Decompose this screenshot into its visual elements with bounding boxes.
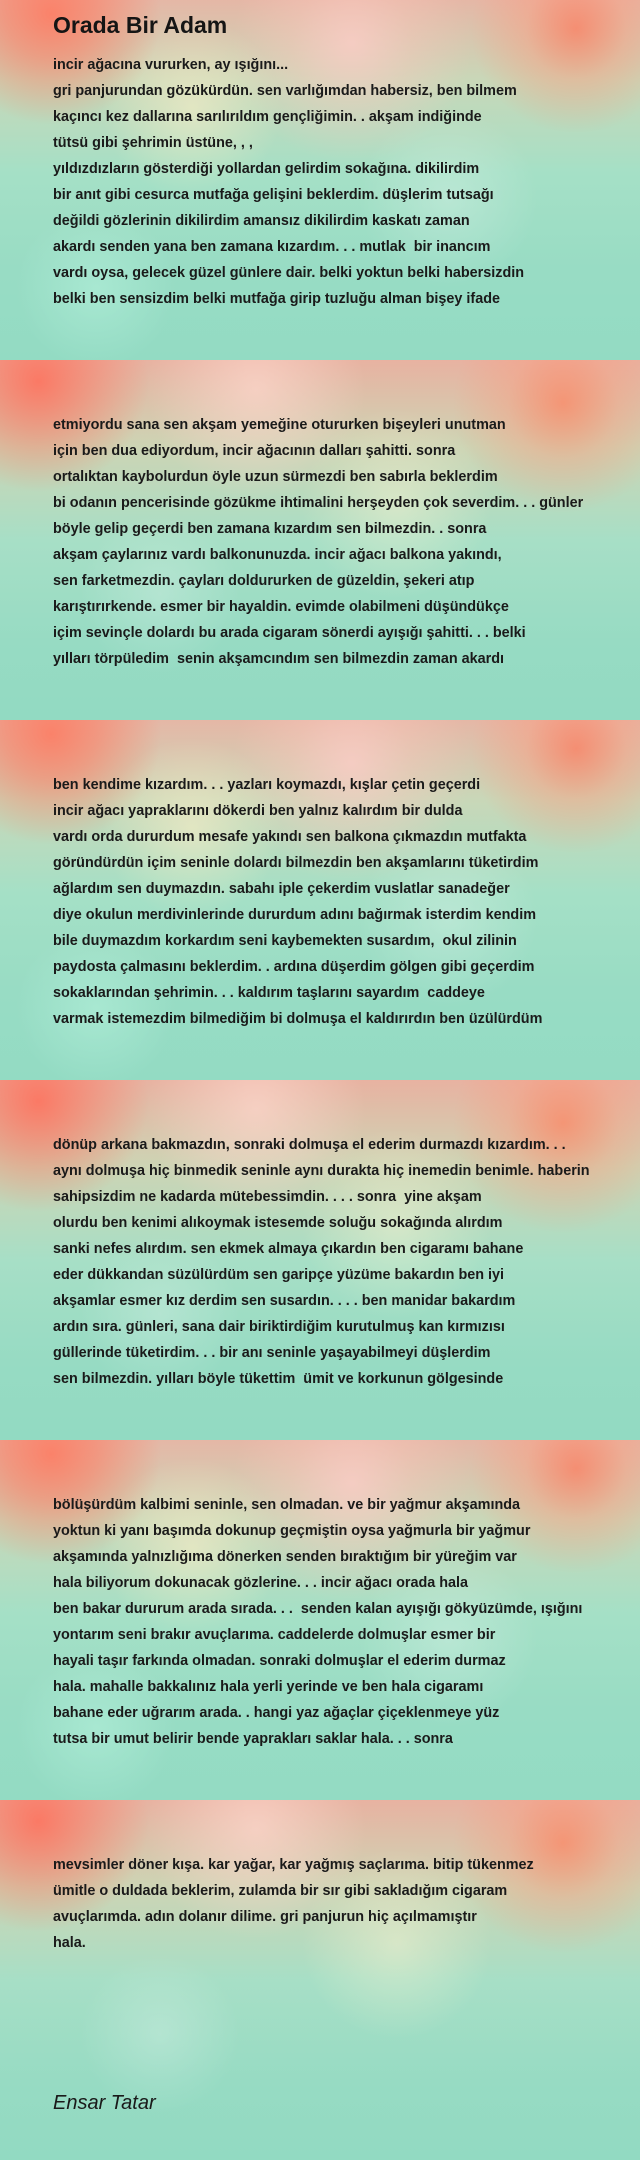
poem-line: dönüp arkana bakmazdın, sonraki dolmuşa el ederim durmazdı kızardım. . . [53,1137,566,1153]
poem-line: sokaklarından şehrimin. . . kaldırım taşlarını sayardım caddeye [53,985,485,1001]
poem-line: avuçlarımda. adın dolanır dilime. gri panjurun hiç açılmamıştır [53,1909,477,1925]
poem-line: paydosta çalmasını beklerdim. . ardına düşerdim gölgen gibi geçerdim [53,959,535,975]
author-signature: Ensar Tatar [53,2092,156,2114]
poem-line: bile duymazdım korkardım seni kaybemekten susardım, okul zilinin [53,933,517,949]
poem-line: hala. mahalle bakkalınız hala yerli yerinde ve ben hala cigaramı [53,1679,484,1695]
poem-title: Orada Bir Adam [53,12,228,38]
poem-line: tutsa bir umut belirir bende yaprakları saklar hala. . . sonra [53,1731,453,1747]
poem-line: sahipsizdim ne kadarda mütebessimdin. . . . sonra yine akşam [53,1189,482,1205]
poem-line: yılları törpüledim senin akşamcındım sen bilmezdin zaman akardı [53,651,505,667]
poem-line: incir ağacı yapraklarını dökerdi ben yalnız kalırdım bir dulda [53,803,463,819]
poem-line: sanki nefes alırdım. sen ekmek almaya çıkardın ben cigaramı bahane [53,1241,524,1257]
poem-line: incir ağacına vururken, ay ışığını... [53,57,289,73]
poem-line: hala. [53,1935,86,1951]
stanza-1 [53,52,524,312]
poem-line: akşam çaylarınız vardı balkonunuzda. incir ağacı balkona yakındı, [53,547,502,563]
stanza-3 [53,772,542,1032]
poem-line: tütsü gibi şehrimin üstüne, , , [53,135,253,151]
poem-panel-5 [0,1440,640,1800]
poem-panel-2 [0,360,640,720]
stanza-4 [53,1132,590,1392]
poem-line: belki ben sensizdim belki mutfağa girip tuzluğu alman bişey ifade [53,291,501,307]
poem-panel-6 [0,1800,640,2160]
poem-line: gri panjurundan gözükürdün. sen varlığımdan habersiz, ben bilmem [53,83,517,99]
poem-line: mevsimler döner kışa. kar yağar, kar yağmış saçlarıma. bitip tükenmez [53,1857,534,1873]
poem-line: olurdu ben kenimi alıkoymak istesemde soluğu sokağında alırdım [53,1215,503,1231]
poem-line: değildi gözlerinin dikilirdim amansız dikilirdim kaskatı zaman [53,213,470,229]
poem-line: böyle gelip geçerdi ben zamana kızardım sen bilmezdin. . sonra [53,521,487,537]
poem-line: karıştırırkende. esmer bir hayaldin. evimde olabilmeni düşündükçe [53,599,509,615]
poem-panel-3 [0,720,640,1080]
poem-line: akşamlar esmer kız derdim sen susardın. . . . ben manidar bakardım [53,1293,516,1309]
poem-line: hala biliyorum dokunacak gözlerine. . . incir ağacı orada hala [53,1575,469,1591]
poem-line: akardı senden yana ben zamana kızardım. . . mutlak bir inancım [53,239,491,255]
poem-line: ben kendime kızardım. . . yazları koymazdı, kışlar çetin geçerdi [53,777,481,793]
poem-line: diye okulun merdivinlerinde dururdum adını bağırmak isterdim kendim [53,907,536,923]
stanza-5 [53,1492,582,1752]
poem-panel-4 [0,1080,640,1440]
poem-line: bir anıt gibi cesurca mutfağa gelişini beklerdim. düşlerim tutsağı [53,187,494,203]
poem-line: ortalıktan kaybolurdun öyle uzun sürmezdi ben sabırla beklerdim [53,469,498,485]
poem-line: yıldızdızların gösterdiği yollardan gelirdim sokağına. dikilirdim [53,161,480,177]
poem-line: içim sevinçle dolardı bu arada cigaram sönerdi ayışığı şahitti. . . belki [53,625,526,641]
poem-line: güllerinde tüketirdim. . . bir anı seninle yaşayabilmeyi düşlerdim [53,1345,491,1361]
poem-line: bahane eder uğrarım arada. . hangi yaz ağaçlar çiçeklenmeye yüz [53,1705,500,1721]
poem-line: varmak istemezdim bilmediğim bi dolmuşa el kaldırırdın ben üzülürdüm [53,1011,543,1027]
poem-line: yoktun ki yanı başımda dokunup geçmiştin oysa yağmurla bir yağmur [53,1523,531,1539]
poem-line: hayali taşır farkında olmadan. sonraki dolmuşlar el ederim durmaz [53,1653,506,1669]
poem-line: bi odanın pencerisinde gözükme ihtimalini herşeyden çok severdim. . . günler [53,495,584,511]
poem-line: sen bilmezdin. yılları böyle tükettim ümit ve korkunun gölgesinde [53,1371,504,1387]
stanza-2 [53,412,583,672]
poem-line: bölüşürdüm kalbimi seninle, sen olmadan. ve bir yağmur akşamında [53,1497,521,1513]
poem-line: kaçıncı kez dallarına sarılırıldım gençliğimin. . akşam indiğinde [53,109,482,125]
poem-line: için ben dua ediyordum, incir ağacının dalları şahitti. sonra [53,443,456,459]
poem-line: yontarım seni brakır avuçlarıma. caddelerde dolmuşlar esmer bir [53,1627,496,1643]
poem-panel-1 [0,0,640,360]
poem-line: ağlardım sen duymazdın. sabahı iple çekerdim vuslatlar sanadeğer [53,881,510,897]
poem-line: etmiyordu sana sen akşam yemeğine otururken bişeyleri unutman [53,417,506,433]
stanza-6 [53,1852,534,1956]
poem-line: akşamında yalnızlığıma dönerken senden bıraktığım bir yüreğim var [53,1549,517,1565]
poem-line: aynı dolmuşa hiç binmedik seninle aynı durakta hiç inemedin benimle. haberin [53,1163,590,1179]
poem-line: ben bakar dururum arada sırada. . . senden kalan ayışığı gökyüzümde, ışığını [53,1601,583,1617]
poem-line: ümitle o duldada beklerim, zulamda bir sır gibi sakladığım cigaram [53,1883,508,1899]
poem-line: göründürdün içim seninle dolardı bilmezdin ben akşamlarını tüketirdim [53,855,539,871]
poem-line: vardı oysa, gelecek güzel günlere dair. belki yoktun belki habersizdin [53,265,525,281]
poem-line: vardı orda dururdum mesafe yakındı sen balkona çıkmazdın mutfakta [53,829,527,845]
poem-line: sen farketmezdin. çayları doldururken de güzeldin, şekeri atıp [53,573,475,589]
poem-line: ardın sıra. günleri, sana dair biriktirdiğim kurutulmuş kan kırmızısı [53,1319,505,1335]
poem-line: eder dükkandan süzülürdüm sen garipçe yüzüme bakardın ben iyi [53,1267,505,1283]
